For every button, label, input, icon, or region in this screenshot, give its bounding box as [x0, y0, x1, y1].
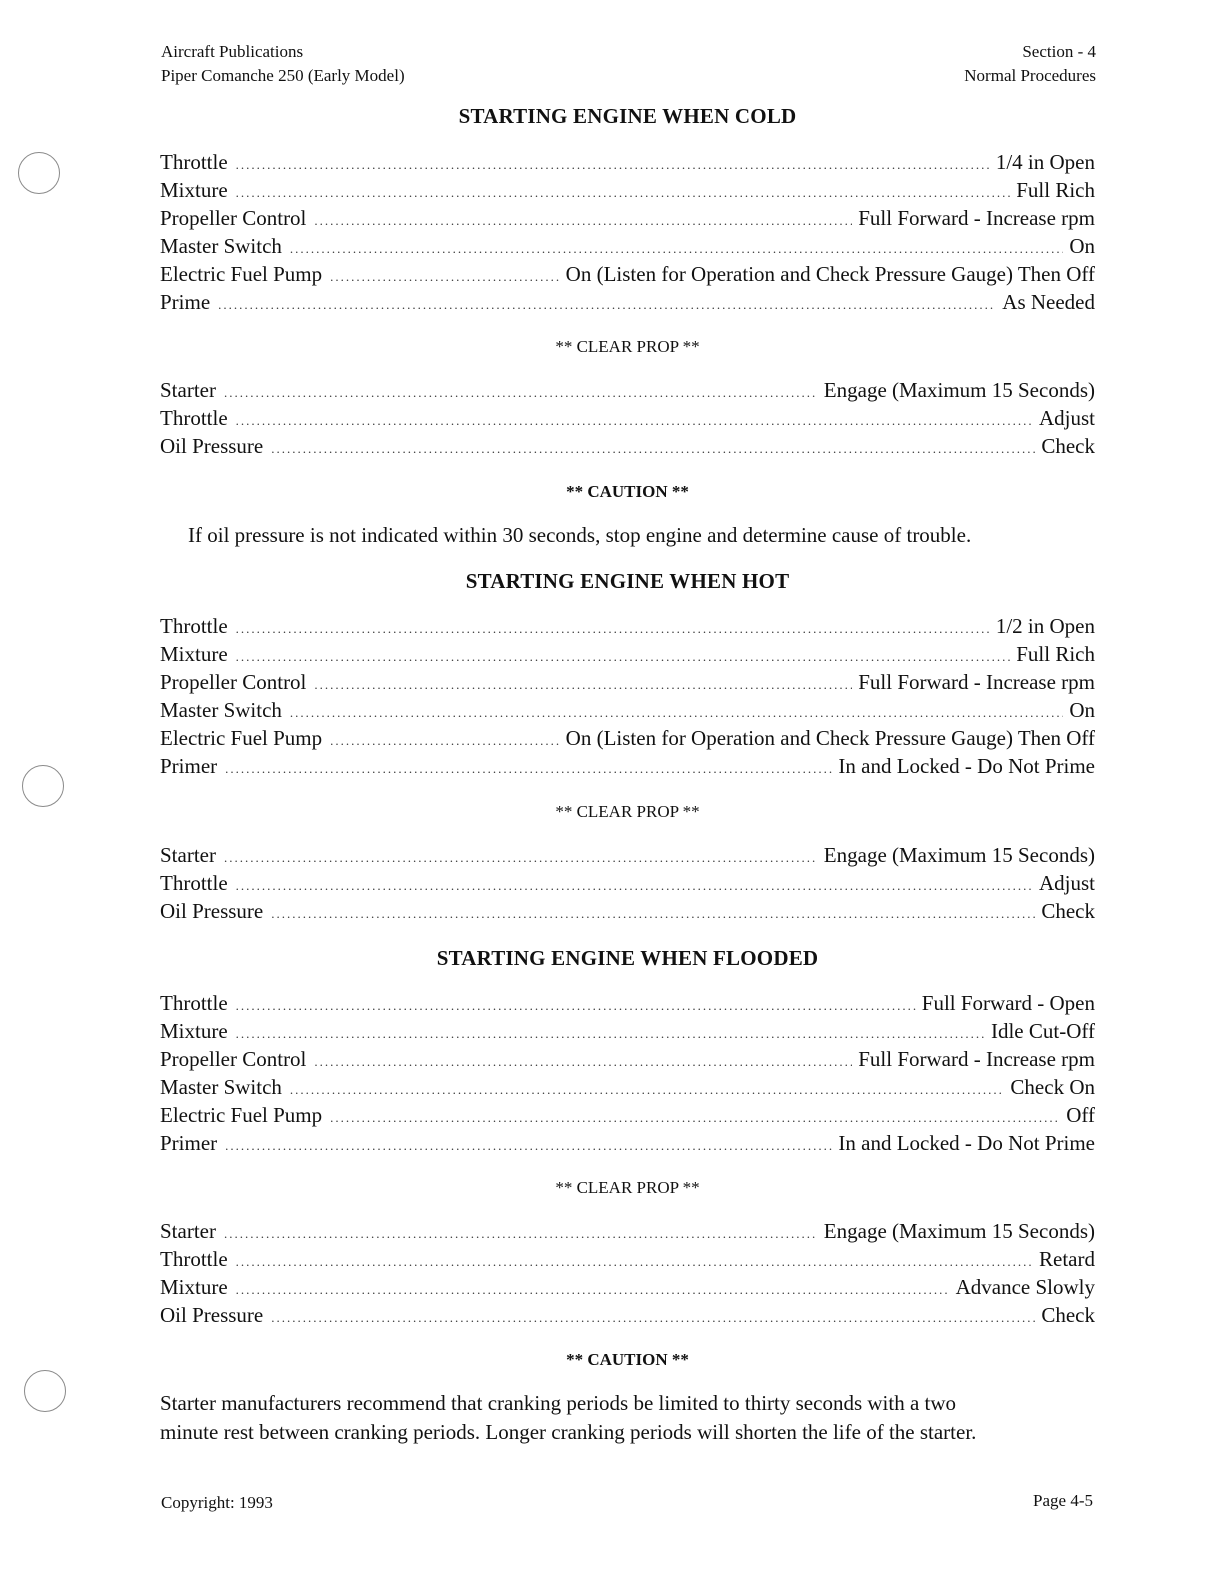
item-label: Propeller Control: [160, 206, 307, 230]
checklist-row: [160, 1275, 1095, 1303]
item-label: Electric Fuel Pump: [160, 726, 323, 750]
item-label: Mixture: [160, 1275, 228, 1299]
checklist-row: [160, 290, 1095, 318]
caution-text: [160, 1389, 976, 1447]
checklist-row: [160, 1303, 1095, 1331]
binder-hole-middle: [22, 765, 64, 807]
checklist-row: [160, 150, 1095, 178]
item-label: Throttle: [160, 991, 228, 1015]
item-value: Idle Cut-Off: [990, 1019, 1095, 1043]
item-value: Off: [1066, 1103, 1095, 1127]
item-label: Oil Pressure: [160, 899, 264, 923]
item-label: Starter: [160, 1219, 216, 1243]
item-label: Propeller Control: [160, 1047, 307, 1071]
item-value: Full Rich: [1016, 642, 1095, 666]
clear-prop-notice: ** CLEAR PROP **: [555, 1178, 700, 1197]
item-value: Full Forward - Increase rpm: [858, 670, 1095, 694]
item-value: 1/2 in Open: [995, 614, 1095, 638]
checklist-row: [160, 670, 1095, 698]
caution-text: If oil pressure is not indicated within 30 seconds, stop engine and determine cause of trouble.: [188, 523, 972, 547]
item-label: Throttle: [160, 406, 228, 430]
caution-text-line: minute rest between cranking periods. Longer cranking periods will shorten the life of the starter.: [160, 1420, 977, 1444]
item-value: Check: [1041, 1303, 1095, 1327]
checklist-row: [160, 1247, 1095, 1275]
checklist-row: [160, 434, 1095, 462]
item-value: Full Forward - Increase rpm: [858, 1047, 1095, 1071]
item-label: Propeller Control: [160, 670, 307, 694]
checklist-row: [160, 406, 1095, 434]
checklist-row: [160, 899, 1095, 927]
item-value: Adjust: [1038, 406, 1095, 430]
item-label: Oil Pressure: [160, 434, 264, 458]
page-header-right: [964, 40, 1096, 88]
cold-start-title: STARTING ENGINE WHEN COLD: [458, 104, 797, 128]
item-value: On: [1069, 698, 1095, 722]
item-label: Starter: [160, 378, 216, 402]
item-value: Check On: [1010, 1075, 1095, 1099]
item-value: Adjust: [1038, 871, 1095, 895]
item-label: Primer: [160, 1131, 218, 1155]
item-label: Mixture: [160, 1019, 228, 1043]
publisher: Aircraft Publications: [161, 42, 304, 61]
item-label: Throttle: [160, 1247, 228, 1271]
item-value: Full Forward - Open: [921, 991, 1095, 1015]
item-value: Full Rich: [1016, 178, 1095, 202]
item-label: Mixture: [160, 178, 228, 202]
checklist-row: [160, 378, 1095, 406]
item-value: On: [1069, 234, 1095, 258]
checklist-row: [160, 991, 1095, 1019]
item-value: Check: [1041, 434, 1095, 458]
item-value: Full Forward - Increase rpm: [858, 206, 1095, 230]
item-value: Advance Slowly: [955, 1275, 1095, 1299]
cold-start-sequence: [160, 378, 1095, 462]
hot-checklist: [160, 614, 1095, 782]
item-value: As Needed: [1002, 290, 1095, 314]
checklist-row: [160, 1103, 1095, 1131]
item-value: 1/4 in Open: [995, 150, 1095, 174]
checklist-row: [160, 1075, 1095, 1103]
item-value: Check: [1041, 899, 1095, 923]
page-header-left: [161, 40, 405, 88]
section-title: Normal Procedures: [964, 66, 1096, 85]
item-label: Master Switch: [160, 698, 282, 722]
item-label: Prime: [160, 290, 211, 314]
hot-start-title: STARTING ENGINE WHEN HOT: [465, 569, 790, 593]
binder-hole-bottom: [24, 1370, 66, 1412]
item-label: Primer: [160, 754, 218, 778]
item-value: In and Locked - Do Not Prime: [838, 754, 1095, 778]
item-value: Retard: [1039, 1247, 1095, 1271]
item-value: On (Listen for Operation and Check Pressure Gauge) Then Off: [565, 262, 1095, 286]
checklist-row: [160, 1047, 1095, 1075]
checklist-row: [160, 642, 1095, 670]
item-value: Engage (Maximum 15 Seconds): [823, 378, 1095, 402]
hot-start-sequence: [160, 843, 1095, 927]
section-number: Section - 4: [1022, 42, 1096, 61]
item-label: Electric Fuel Pump: [160, 262, 323, 286]
item-label: Master Switch: [160, 1075, 282, 1099]
item-label: Master Switch: [160, 234, 282, 258]
checklist-row: [160, 1131, 1095, 1159]
checklist-row: [160, 1219, 1095, 1247]
flooded-start-sequence: [160, 1219, 1095, 1331]
item-value: In and Locked - Do Not Prime: [838, 1131, 1095, 1155]
checklist-row: [160, 726, 1095, 754]
item-label: Throttle: [160, 150, 228, 174]
clear-prop-notice: ** CLEAR PROP **: [555, 802, 700, 821]
checklist-row: [160, 754, 1095, 782]
item-label: Throttle: [160, 614, 228, 638]
checklist-row: [160, 206, 1095, 234]
caution-heading: ** CAUTION **: [566, 482, 689, 501]
checklist-row: [160, 871, 1095, 899]
page-number: Page 4-5: [1033, 1491, 1093, 1510]
flooded-checklist: [160, 991, 1095, 1159]
item-value: Engage (Maximum 15 Seconds): [823, 843, 1095, 867]
item-value: On (Listen for Operation and Check Pressure Gauge) Then Off: [565, 726, 1095, 750]
aircraft-model: Piper Comanche 250 (Early Model): [161, 66, 405, 85]
checklist-row: [160, 1019, 1095, 1047]
item-label: Mixture: [160, 642, 228, 666]
item-value: Engage (Maximum 15 Seconds): [823, 1219, 1095, 1243]
flooded-start-title: STARTING ENGINE WHEN FLOODED: [436, 946, 819, 970]
clear-prop-notice: ** CLEAR PROP **: [555, 337, 700, 356]
checklist-row: [160, 178, 1095, 206]
item-label: Oil Pressure: [160, 1303, 264, 1327]
cold-checklist: [160, 150, 1095, 318]
checklist-row: [160, 234, 1095, 262]
checklist-row: [160, 843, 1095, 871]
checklist-row: [160, 614, 1095, 642]
caution-text-line: Starter manufacturers recommend that cranking periods be limited to thirty seconds with a two: [160, 1391, 957, 1415]
checklist-row: [160, 698, 1095, 726]
item-label: Throttle: [160, 871, 228, 895]
caution-heading: ** CAUTION **: [566, 1350, 689, 1369]
item-label: Starter: [160, 843, 216, 867]
copyright: Copyright: 1993: [161, 1493, 273, 1512]
item-label: Electric Fuel Pump: [160, 1103, 323, 1127]
binder-hole-top: [18, 152, 60, 194]
checklist-row: [160, 262, 1095, 290]
